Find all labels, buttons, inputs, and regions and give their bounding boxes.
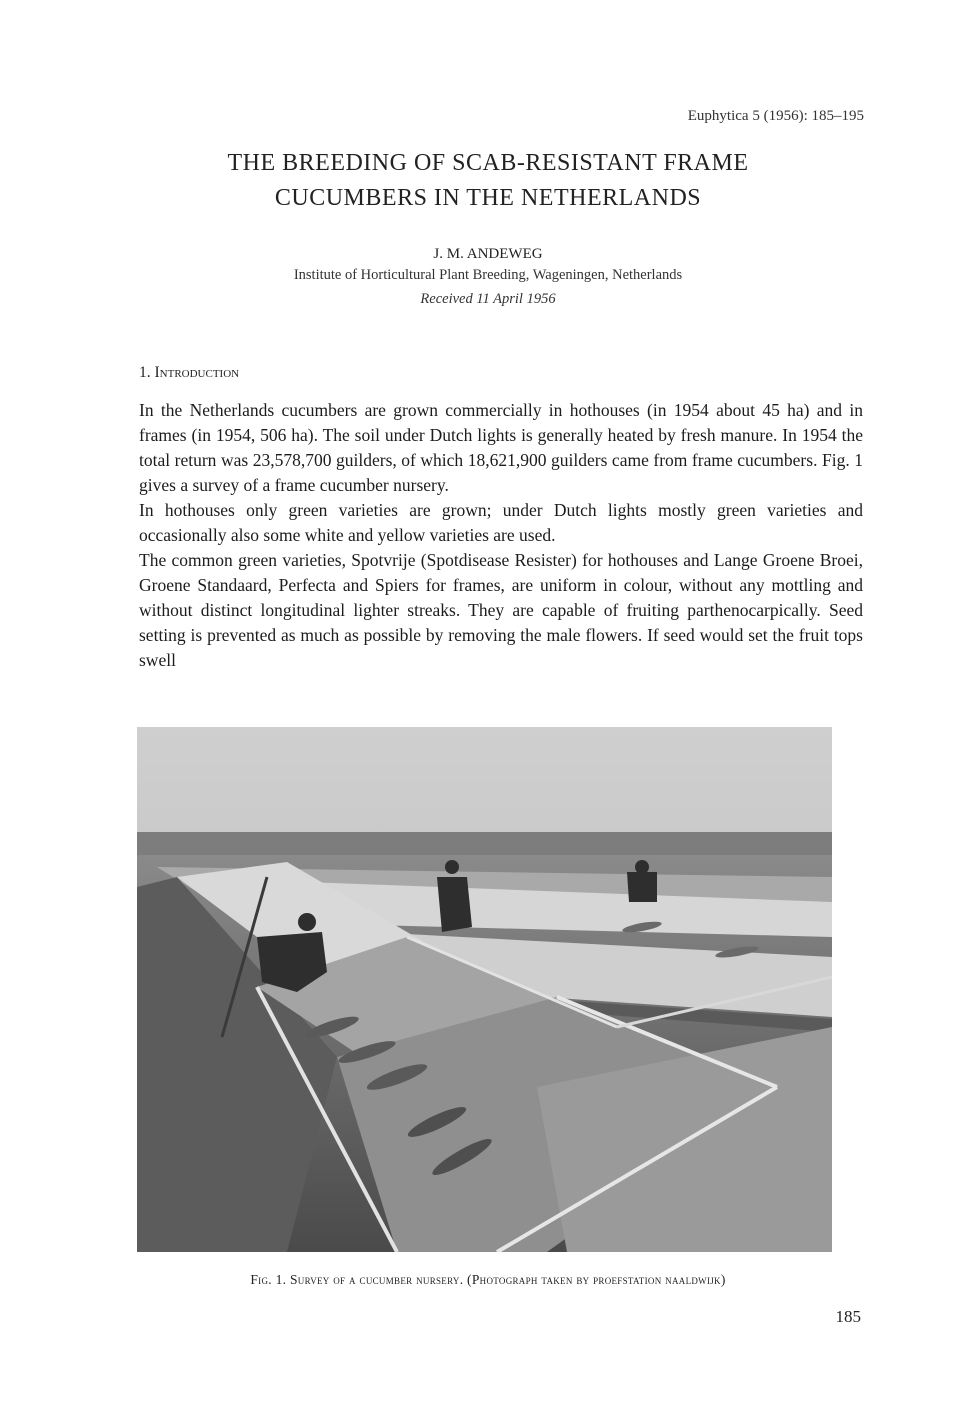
section-heading <box>139 364 239 382</box>
body-text <box>139 398 863 673</box>
article-title <box>0 146 976 216</box>
paragraph-3: The common green varieties, Spotvrije (Spotdisease Resister) for hothouses and Lange Groene Broei, Groene Standaard, Perfecta and Spiers for frames, are uniform in colour, without any mottling and without distinct longitudinal lighter streaks. They are capable of fruiting parthenocarpically. Seed setting is prevented as much as possible by removing the male flowers. If seed would set the fruit tops swell <box>139 550 863 670</box>
paragraph-2: In hothouses only green varieties are grown; under Dutch lights mostly green varieties and occasionally also some white and yellow varieties are used. <box>139 500 863 545</box>
title-line-2: CUCUMBERS IN THE NETHERLANDS <box>274 185 702 211</box>
title-line-1: THE BREEDING OF SCAB-RESISTANT FRAME <box>227 150 749 176</box>
nursery-photo-illustration <box>137 727 832 1252</box>
figure-caption: Fig. 1. Survey of a cucumber nursery. (Photograph taken by proefstation naaldwijk) <box>250 1272 726 1287</box>
author-name: J. M. ANDEWEG <box>433 246 543 262</box>
paragraph-1: In the Netherlands cucumbers are grown commercially in hothouses (in 1954 about 45 ha) and in frames (in 1954, 506 ha). The soil under Dutch lights is generally heated by fresh manure. In 1954 the total return was 23,578,700 guilders, of which 18,621,900 guilders came from frame cucumbers. Fig. 1 gives a survey of a frame cucumber nursery. <box>139 400 863 495</box>
received-date: Received 11 April 1956 <box>420 291 556 307</box>
section-number: 1. <box>139 364 155 381</box>
section-title: Introduction <box>154 364 240 381</box>
page-number: 185 <box>835 1307 861 1326</box>
author-affiliation: Institute of Horticultural Plant Breeding, Wageningen, Netherlands <box>293 267 683 283</box>
figure-photograph <box>137 727 832 1252</box>
journal-reference: Euphytica 5 (1956): 185–195 <box>687 108 864 124</box>
